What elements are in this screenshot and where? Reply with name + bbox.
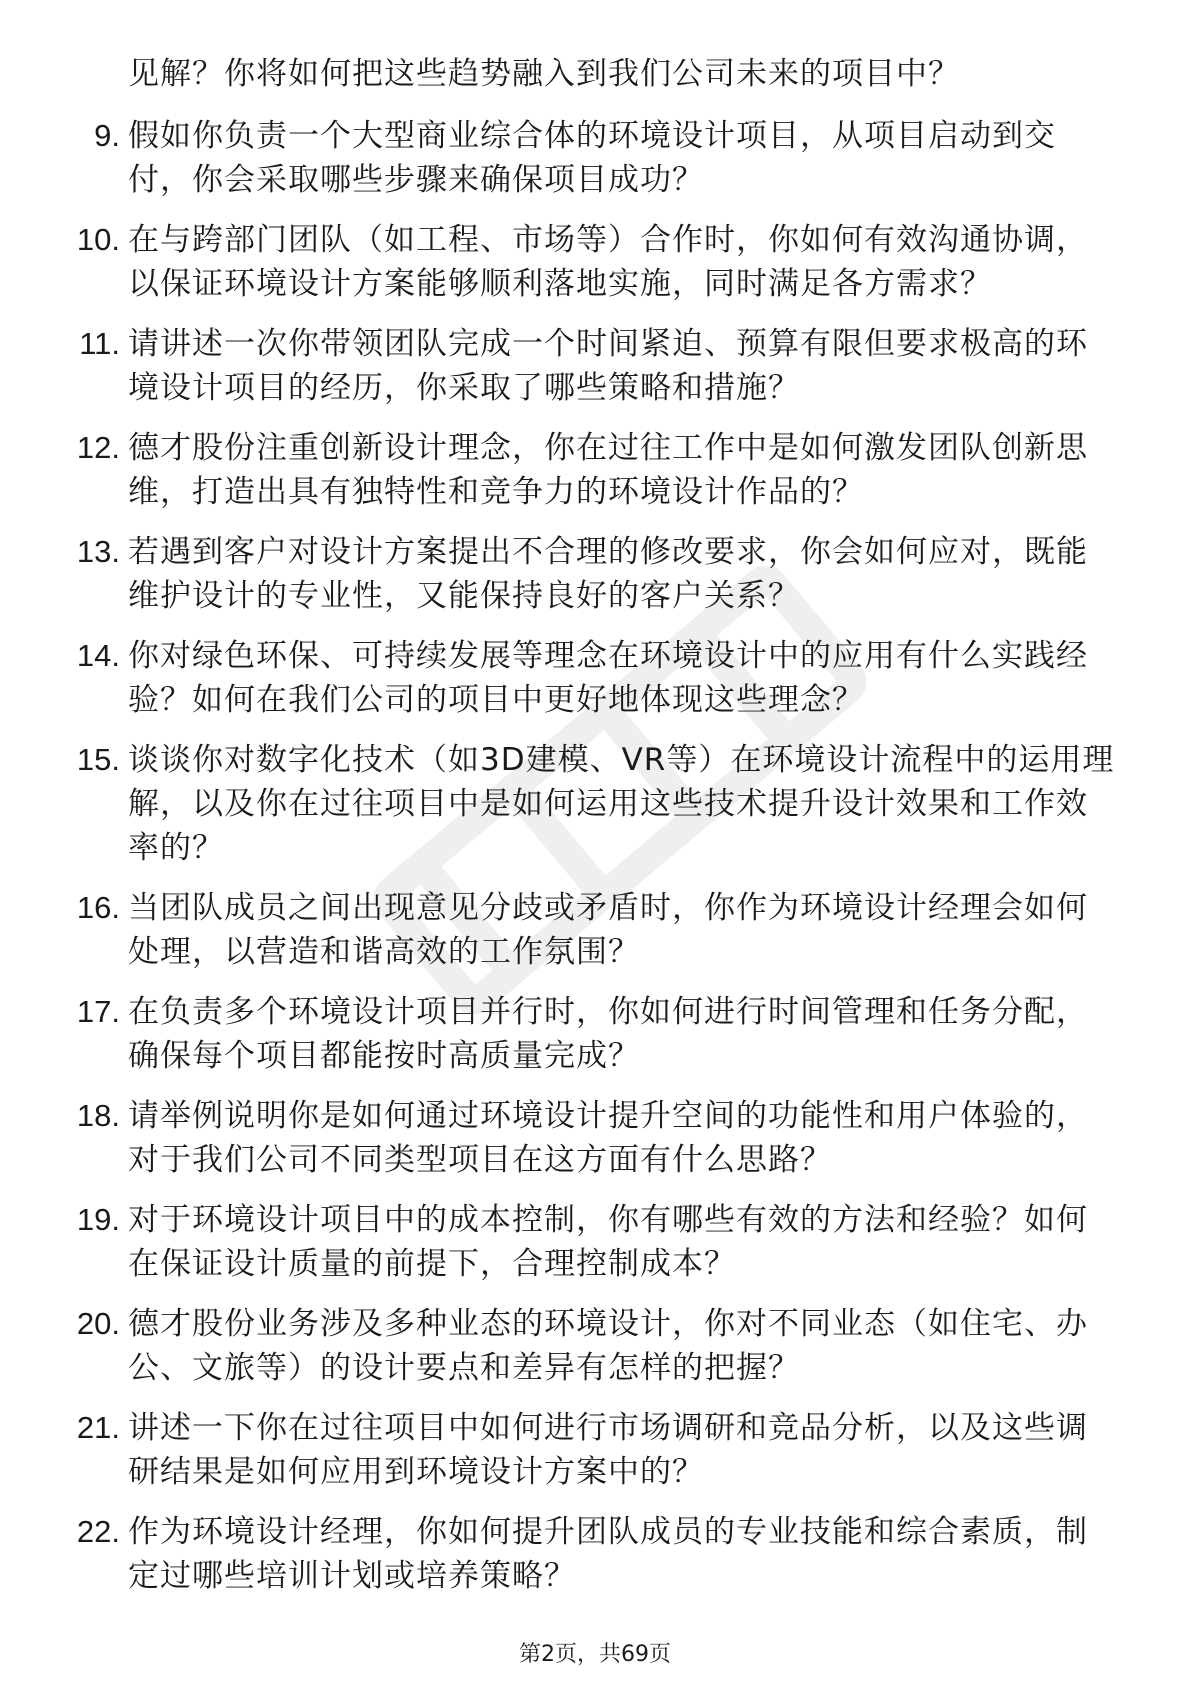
question-text: 讲述一下你在过往项目中如何进行市场调研和竞品分析，以及这些调研结果是如何应用到环境设计方案中的？ xyxy=(128,1410,1088,1490)
question-text: 对于环境设计项目中的成本控制，你有哪些有效的方法和经验？如何在保证设计质量的前提下，合理控制成本？ xyxy=(128,1202,1088,1282)
question-item xyxy=(0,218,1190,306)
question-number: 13. xyxy=(76,534,120,569)
question-item xyxy=(0,1198,1190,1286)
question-item xyxy=(0,1510,1190,1598)
question-item xyxy=(0,886,1190,974)
continued-question-text: 见解？你将如何把这些趋势融入到我们公司未来的项目中？ xyxy=(128,56,960,92)
question-text: 谈谈你对数字化技术（如3D建模、VR等）在环境设计流程中的运用理解，以及你在过往项目中是如何运用这些技术提升设计效果和工作效率的？ xyxy=(128,742,1115,866)
question-number: 19. xyxy=(76,1202,120,1237)
question-item xyxy=(0,426,1190,514)
question-text: 在负责多个环境设计项目并行时，你如何进行时间管理和任务分配，确保每个项目都能按时高质量完成？ xyxy=(128,994,1088,1074)
question-number: 18. xyxy=(76,1098,120,1133)
question-number: 20. xyxy=(76,1306,120,1341)
question-text: 若遇到客户对设计方案提出不合理的修改要求，你会如何应对，既能维护设计的专业性，又能保持良好的客户关系？ xyxy=(128,534,1088,614)
question-text: 请举例说明你是如何通过环境设计提升空间的功能性和用户体验的，对于我们公司不同类型项目在这方面有什么思路？ xyxy=(128,1098,1088,1178)
question-item xyxy=(0,1406,1190,1494)
question-text: 在与跨部门团队（如工程、市场等）合作时，你如何有效沟通协调，以保证环境设计方案能够顺利落地实施，同时满足各方需求？ xyxy=(128,222,1088,302)
question-number: 12. xyxy=(76,430,120,465)
question-number: 10. xyxy=(76,222,120,257)
question-item xyxy=(0,990,1190,1078)
question-number: 11. xyxy=(79,326,120,361)
question-item xyxy=(0,114,1190,202)
question-item xyxy=(0,530,1190,618)
question-item xyxy=(0,1302,1190,1390)
question-number: 17. xyxy=(76,994,120,1029)
question-number: 9. xyxy=(94,118,120,153)
question-item xyxy=(0,738,1190,870)
question-number: 15. xyxy=(76,742,120,777)
question-item xyxy=(0,1094,1190,1182)
question-text: 德才股份注重创新设计理念，你在过往工作中是如何激发团队创新思维，打造出具有独特性和竞争力的环境设计作品的？ xyxy=(128,430,1088,510)
question-number: 16. xyxy=(76,890,120,925)
question-text: 请讲述一次你带领团队完成一个时间紧迫、预算有限但要求极高的环境设计项目的经历，你采取了哪些策略和措施？ xyxy=(128,326,1088,406)
question-number: 22. xyxy=(76,1514,120,1549)
page-footer: 第2页，共69页 xyxy=(519,1642,671,1667)
question-text: 作为环境设计经理，你如何提升团队成员的专业技能和综合素质，制定过哪些培训计划或培养策略？ xyxy=(128,1514,1088,1594)
question-number: 14. xyxy=(76,638,120,673)
question-text: 假如你负责一个大型商业综合体的环境设计项目，从项目启动到交付，你会采取哪些步骤来确保项目成功？ xyxy=(128,118,1056,198)
question-number: 21. xyxy=(76,1410,120,1445)
question-text: 当团队成员之间出现意见分歧或矛盾时，你作为环境设计经理会如何处理，以营造和谐高效的工作氛围？ xyxy=(128,890,1088,970)
question-item xyxy=(0,322,1190,410)
question-list xyxy=(0,114,1190,1614)
question-text: 德才股份业务涉及多种业态的环境设计，你对不同业态（如住宅、办公、文旅等）的设计要点和差异有怎样的把握？ xyxy=(128,1306,1088,1386)
question-item xyxy=(0,634,1190,722)
question-text: 你对绿色环保、可持续发展等理念在环境设计中的应用有什么实践经验？如何在我们公司的项目中更好地体现这些理念？ xyxy=(128,638,1088,718)
